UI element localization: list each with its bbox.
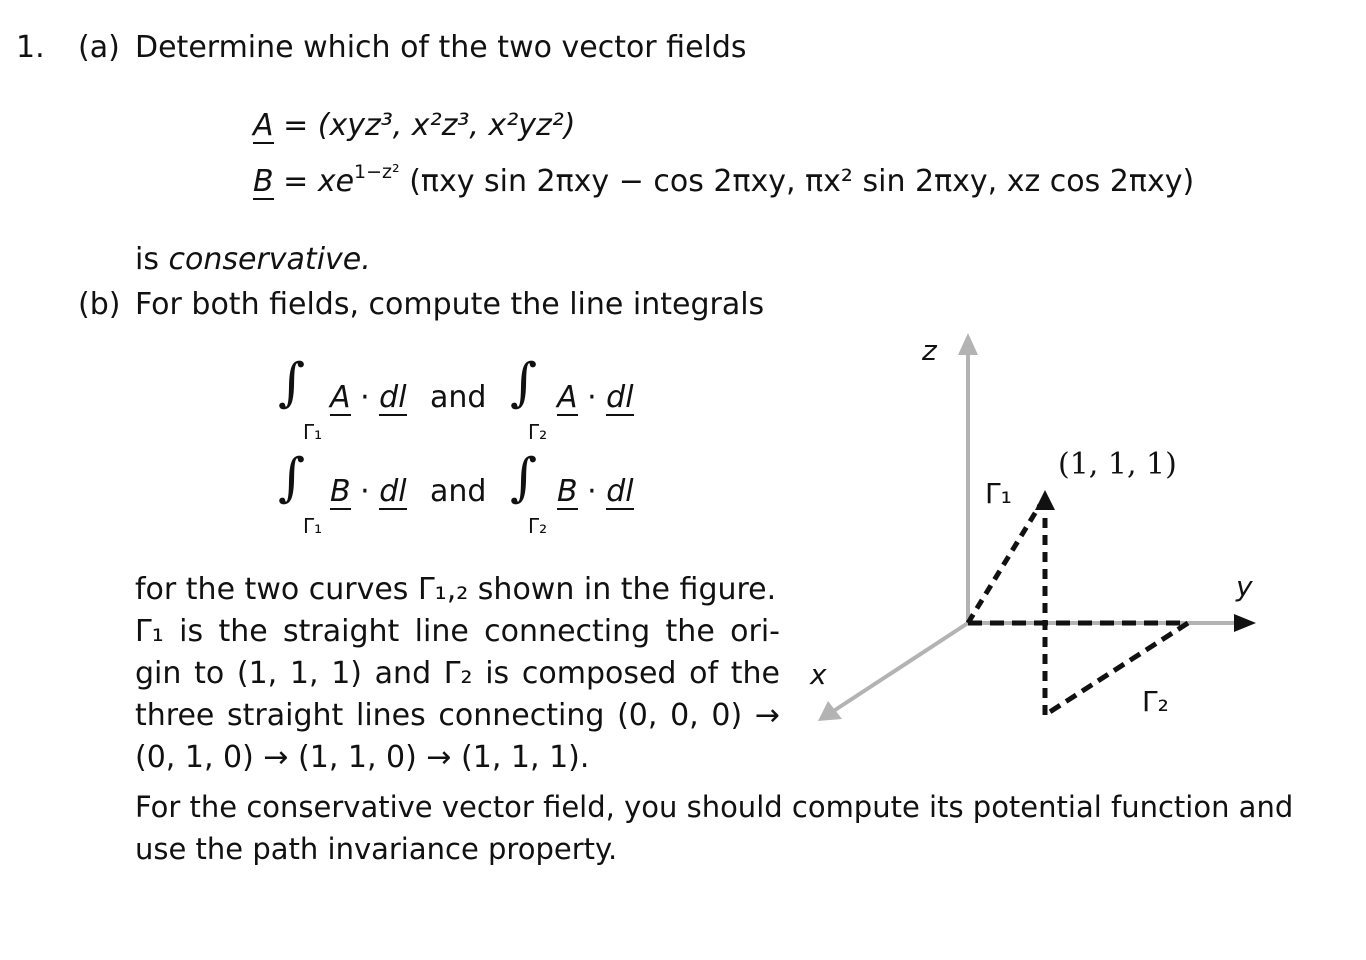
vector-a-symbol: A: [253, 108, 274, 143]
integral-sign: ∫: [510, 448, 538, 508]
integral-a-gamma2-subscript: Γ₂: [528, 420, 548, 444]
integral-sign: ∫: [278, 353, 306, 413]
gamma2-desc-line: gin to (1, 1, 1) and Γ₂ is composed of the: [135, 656, 780, 691]
x-axis-line: [832, 623, 968, 712]
dot-operator: ·: [360, 380, 370, 415]
integrand-b-1: [330, 474, 407, 510]
dot-operator: ·: [587, 474, 597, 509]
and-text: and: [430, 380, 487, 415]
curves-line: for the two curves Γ₁,₂ shown in the figure.: [135, 572, 777, 607]
y-axis-label: y: [1236, 570, 1253, 603]
vector-b-prefix: = xe: [283, 164, 355, 199]
part-b-label: (b): [78, 287, 121, 322]
part-a-prompt: Determine which of the two vector fields: [135, 30, 747, 65]
integral-a-gamma1: [278, 353, 306, 413]
part-b-prompt: For both fields, compute the line integrals: [135, 287, 765, 322]
x-axis-label: x: [810, 658, 827, 691]
integral-sign: ∫: [278, 448, 306, 508]
instruction-line-1: For the conservative vector field, you should compute its potential function and: [135, 790, 1294, 824]
vector-b-components: (πxy sin 2πxy − cos 2πxy, πx² sin 2πxy, xz cos 2πxy): [409, 164, 1195, 199]
y-axis-arrowhead: [1234, 614, 1256, 632]
equation-a: [253, 108, 575, 144]
vector-b-exponent: 1−z²: [354, 161, 400, 183]
integrand-a-2: [557, 380, 634, 416]
z-axis-arrowhead: [958, 333, 978, 355]
dl-symbol: dl: [379, 380, 407, 415]
dot-operator: ·: [587, 380, 597, 415]
gamma1-label: Γ₁: [985, 477, 1012, 510]
conservative-text: conservative.: [168, 242, 371, 277]
dl-symbol: dl: [379, 474, 407, 509]
integral-sign: ∫: [510, 353, 538, 413]
dl-symbol: dl: [606, 474, 634, 509]
field-b-symbol: B: [557, 474, 578, 509]
endpoint-label: (1, 1, 1): [1058, 447, 1177, 482]
field-a-symbol: A: [557, 380, 578, 415]
instruction-line-2: use the path invariance property.: [135, 832, 618, 866]
vector-b-symbol: B: [253, 164, 274, 199]
integral-a-gamma2: [510, 353, 538, 413]
path-points-line: (0, 1, 0) → (1, 1, 0) → (1, 1, 1).: [135, 740, 590, 775]
integral-a-gamma1-subscript: Γ₁: [303, 420, 323, 444]
integrand-a-1: [330, 380, 407, 416]
part-a-label: (a): [78, 30, 120, 65]
integral-b-gamma1-subscript: Γ₁: [303, 514, 323, 538]
gamma1-desc-line: Γ₁ is the straight line connecting the ori-: [135, 614, 780, 649]
is-text: is: [135, 242, 159, 277]
and-text: and: [430, 474, 487, 509]
integral-b-gamma1: [278, 448, 306, 508]
integral-b-gamma2-subscript: Γ₂: [528, 514, 548, 538]
field-a-symbol: A: [330, 380, 351, 415]
integral-b-gamma2: [510, 448, 538, 508]
x-axis-arrowhead: [818, 701, 842, 721]
conservative-line: [135, 242, 371, 277]
path-desc-line: three straight lines connecting (0, 0, 0) →: [135, 698, 780, 733]
integrand-b-2: [557, 474, 634, 510]
dl-symbol: dl: [606, 380, 634, 415]
gamma2-label: Γ₂: [1142, 685, 1169, 718]
z-axis-label: z: [922, 334, 937, 367]
curves-figure: [790, 325, 1270, 745]
problem-number: 1.: [16, 30, 45, 65]
endpoint-arrowhead: [1035, 490, 1055, 510]
gamma1-line: [968, 505, 1040, 623]
vector-a-components: = (xyz³, x²z³, x²yz²): [283, 108, 576, 143]
field-b-symbol: B: [330, 474, 351, 509]
dot-operator: ·: [360, 474, 370, 509]
equation-b: [253, 161, 1195, 200]
